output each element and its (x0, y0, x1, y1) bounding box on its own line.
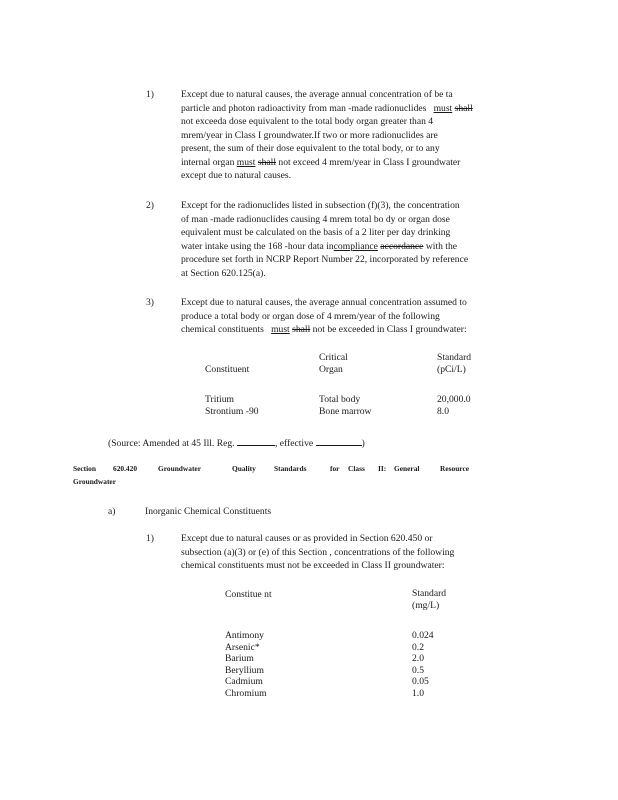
inserted-must: must (236, 156, 256, 168)
table-header-constituent: Constitue nt (225, 589, 272, 600)
table-header-standard: Standard (mg/L) (412, 588, 447, 611)
item-1-paragraph (181, 88, 473, 183)
deleted-shall: shall (257, 156, 276, 168)
radionuclide-standard: 8.0 (437, 405, 449, 417)
table-header-constituent: Constituent (205, 363, 250, 375)
blank-line (316, 436, 362, 446)
item-3-number: 3) (146, 297, 154, 308)
section-heading-word: Groundwater (158, 464, 201, 473)
item-3-line: Except due to natural causes, the average annual concentration assumed to (181, 297, 467, 308)
section-heading-word: for (330, 464, 340, 473)
section-heading-word: Standards (274, 464, 307, 473)
deleted-shall: shall (454, 102, 473, 114)
deleted-accordance: accordance (380, 240, 424, 252)
item-2-number: 2) (146, 200, 154, 211)
section-heading-word: General (394, 464, 420, 473)
item-2-line: of man -made radionuclides causing 4 mrem total bo dy or organ dose (181, 213, 450, 225)
table-row: Arsenic* (225, 641, 260, 653)
subsection-a-letter: a) (108, 506, 116, 517)
radionuclide-constituent: Tritium (205, 394, 234, 405)
section-heading-word: II: (378, 464, 387, 473)
ii-item-1-paragraph (181, 532, 454, 573)
table-row: Cadmium (225, 676, 263, 688)
table-row (319, 394, 372, 417)
item-1-line: Except due to natural causes, the average annual concentration of be ta (181, 89, 453, 100)
section-heading-word: 620.420 (113, 464, 138, 473)
deleted-shall: shall (292, 324, 311, 335)
inorganic-constituent-column (225, 630, 267, 700)
item-1-line: present, the sum of their dose equivalent to the total body, or to any (181, 143, 440, 154)
inserted-compliance: compliance (333, 240, 378, 252)
inserted-must: must (271, 324, 290, 335)
table-row: 0.2 (412, 641, 424, 653)
ii-item-1-line: subsection (a)(3) or (e) of this Section , concentrations of the following (181, 546, 455, 558)
inserted-must: must (433, 102, 453, 114)
section-heading-word: Groundwater (73, 477, 116, 486)
item-2-line: procedure set forth in NCRP Report Number 22, incorporated by reference (181, 254, 469, 265)
table-row: Antimony (225, 630, 264, 641)
table-row (437, 394, 471, 417)
table-row: Chromium (225, 687, 267, 699)
item-1-line: particle and photon radioactivity from man -made radionuclides must shall (181, 102, 473, 114)
item-2-line: Except for the radionuclides listed in subsection (f)(3), the concentration (181, 200, 460, 211)
table-row: 0.024 (412, 630, 434, 641)
item-1-line: except due to natural causes. (181, 170, 292, 181)
item-1-line: mrem/year in Class I groundwater.If two or more radionuclides are (181, 129, 438, 141)
radionuclide-standard: 20,000.0 (437, 394, 471, 405)
ii-item-1-line: chemical constituents must not be exceeded in Class II groundwater: (181, 560, 445, 571)
subsection-a-title: Inorganic Chemical Constituents (145, 506, 272, 517)
item-3-line: produce a total body or organ dose of 4 mrem/year of the following (181, 310, 440, 322)
item-3-line: chemical constituents must shall not be exceeded in Class I groundwater: (181, 324, 467, 335)
item-1-number: 1) (146, 89, 154, 100)
item-1-line: internal organ must shall not exceed 4 mrem/year in Class I groundwater (181, 156, 461, 168)
item-2-line: water intake using the 168 -hour data incompliance accordance with the (181, 240, 458, 252)
item-1-line: not exceeda dose equivalent to the total body organ greater than 4 (181, 116, 434, 127)
item-2-paragraph (181, 199, 468, 280)
table-row: 0.05 (412, 676, 429, 688)
section-heading-word: Resource (440, 464, 470, 473)
table-row: 1.0 (412, 687, 424, 699)
section-heading-word: Quality (232, 464, 256, 473)
table-row: Barium (225, 653, 254, 665)
ii-item-1-number: 1) (146, 533, 154, 544)
blank-line (237, 436, 275, 446)
section-heading-word: Class (348, 464, 365, 473)
radionuclide-organ: Bone marrow (319, 405, 372, 417)
section-heading-word: Section (73, 464, 96, 473)
table-row: 2.0 (412, 653, 424, 665)
item-2-line: at Section 620.125(a). (181, 267, 266, 279)
table-row: 0.5 (412, 664, 424, 676)
item-2-line: equivalent must be calculated on the basis of a 2 liter per day drinking (181, 227, 451, 238)
radionuclide-constituent-column (205, 352, 249, 375)
inorganic-standard-column (412, 630, 434, 700)
item-3-paragraph (181, 296, 467, 337)
source-note: (Source: Amended at 45 Ill. Reg. , effective ) (108, 438, 365, 449)
radionuclide-standard-header: Standard (pCi/L) (437, 352, 472, 375)
table-row: Beryllium (225, 664, 264, 676)
radionuclide-organ: Total body (319, 394, 361, 405)
ii-item-1-line: Except due to natural causes or as provided in Section 620.450 or (181, 533, 433, 544)
radionuclide-organ-header: Critical Organ (319, 352, 348, 375)
radionuclide-constituent: Strontium -90 (205, 405, 259, 417)
table-row (205, 394, 259, 417)
